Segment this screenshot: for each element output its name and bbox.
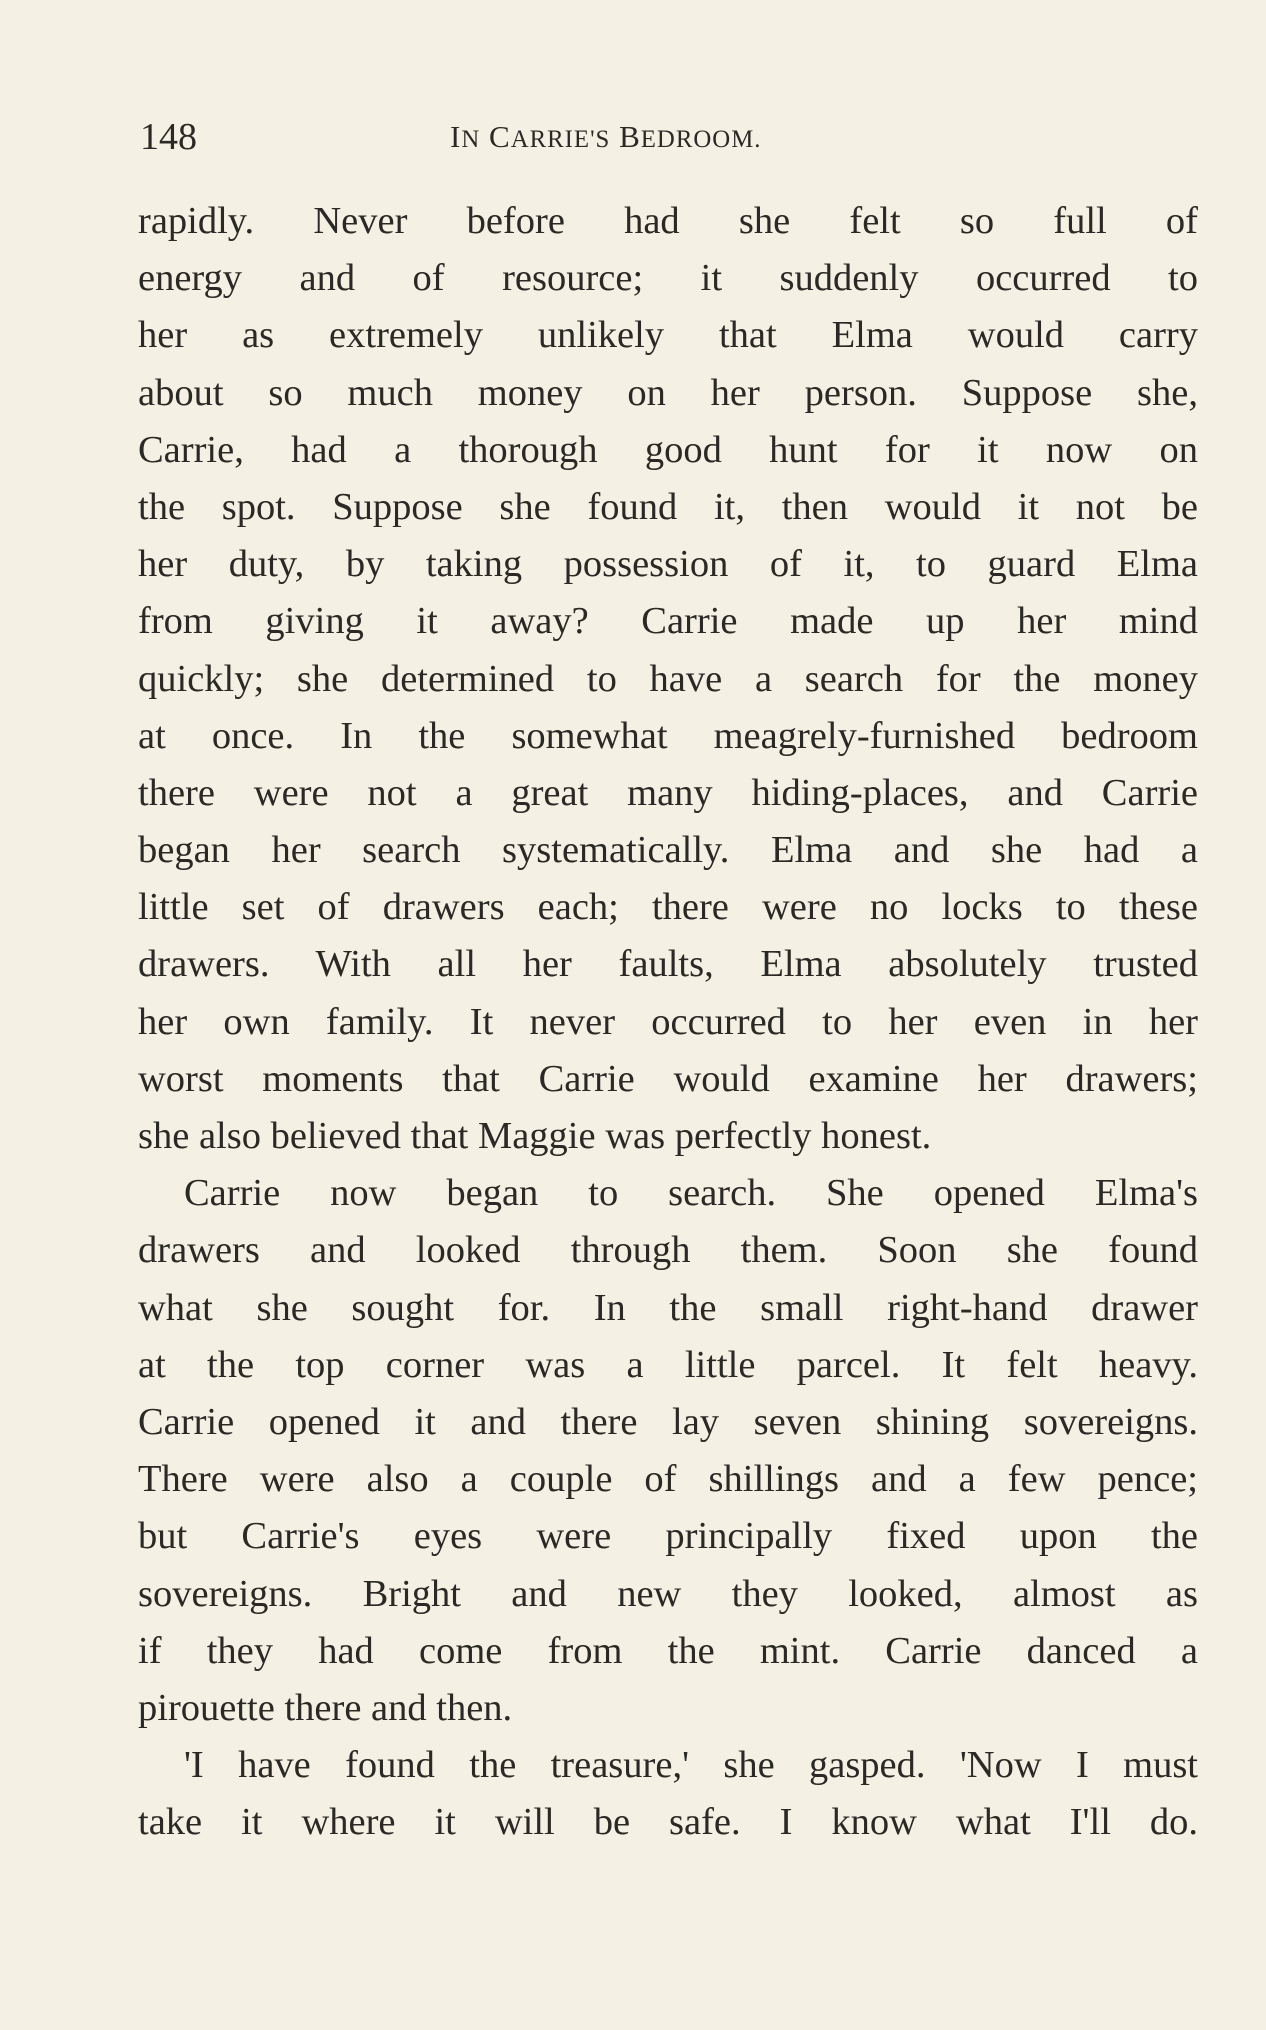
text-line: if they had come from the mint. Carrie danced a	[138, 1629, 1198, 1672]
text-line: Carrie opened it and there lay seven shining sovereigns.	[138, 1400, 1198, 1443]
text-line: Carrie now began to search. She opened Elma's	[184, 1172, 1198, 1215]
text-line: drawers and looked through them. Soon she found	[138, 1229, 1198, 1272]
text-line: little set of drawers each; there were no locks to these	[138, 886, 1198, 929]
text-line: Carrie, had a thorough good hunt for it now on	[138, 428, 1198, 471]
text-line: take it where it will be safe. I know what I'll do.	[138, 1801, 1198, 1844]
page-number: 148	[140, 116, 197, 158]
text-line: quickly; she determined to have a search for the money	[138, 657, 1198, 700]
text-line: from giving it away? Carrie made up her mind	[138, 600, 1198, 643]
text-line: her own family. It never occurred to her even in her	[138, 1000, 1198, 1043]
running-head	[140, 112, 1198, 162]
text-line: there were not a great many hiding-places, and Carrie	[138, 771, 1198, 814]
text-line: energy and of resource; it suddenly occurred to	[138, 257, 1198, 300]
chapter-title: IN CARRIE'S BEDROOM.	[450, 119, 762, 154]
text-line: pirouette there and then.	[138, 1686, 513, 1729]
text-line: at the top corner was a little parcel. It felt heavy.	[138, 1343, 1198, 1386]
text-line: began her search systematically. Elma and she had a	[138, 829, 1198, 872]
text-line: her duty, by taking possession of it, to guard Elma	[138, 543, 1198, 586]
text-line: about so much money on her person. Suppose she,	[138, 371, 1198, 414]
text-line: she also believed that Maggie was perfectly honest.	[138, 1115, 932, 1157]
text-line: her as extremely unlikely that Elma would carry	[138, 314, 1198, 357]
text-line: but Carrie's eyes were principally fixed upon the	[138, 1515, 1198, 1558]
text-line: 'I have found the treasure,' she gasped. 'Now I must	[184, 1744, 1198, 1787]
text-line: There were also a couple of shillings and a few pence;	[138, 1458, 1198, 1501]
text-line: the spot. Suppose she found it, then would it not be	[138, 485, 1198, 528]
text-line: at once. In the somewhat meagrely-furnished bedroom	[138, 714, 1198, 757]
text-line: what she sought for. In the small right-hand drawer	[138, 1286, 1198, 1329]
text-line: worst moments that Carrie would examine her drawers;	[138, 1057, 1198, 1100]
text-line: drawers. With all her faults, Elma absolutely trusted	[138, 943, 1198, 986]
body-text	[138, 193, 1198, 1851]
text-line: rapidly. Never before had she felt so full of	[138, 200, 1198, 242]
text-line: sovereigns. Bright and new they looked, almost as	[138, 1572, 1198, 1615]
